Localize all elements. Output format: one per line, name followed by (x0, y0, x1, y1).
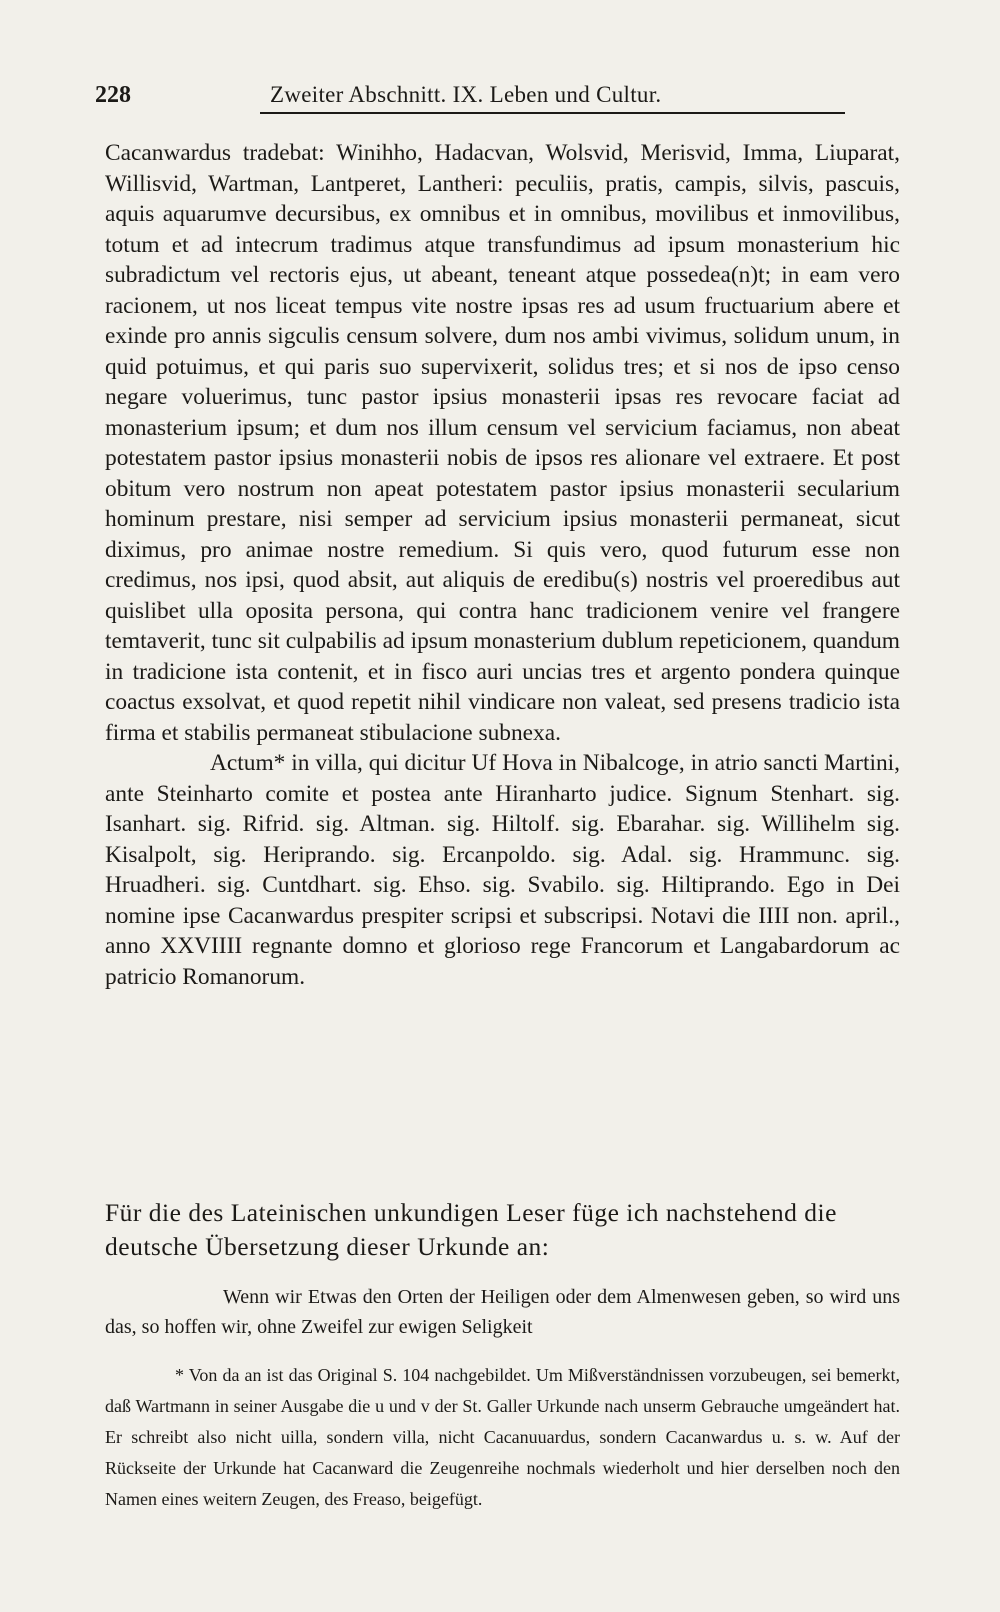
german-translation-start: Wenn wir Etwas den Orten der Heiligen oder dem Almenwesen geben, so wird uns das, so hoffen wir, ohne Zweifel zur ewigen Seligkeit (105, 1286, 900, 1338)
latin-charter-text (105, 138, 900, 992)
charter-paragraph: Cacanwardus tradebat: Winihho, Hadacvan, Wolsvid, Merisvid, Imma, Liuparat, Willisvid, Wartman, Lantperet, Lantheri: peculiis, pratis, campis, silvis, pascuis, aquis aquarumve decursibus, ex omnibus et in omnibus, movilibus et inmovilibus, totum et ad intecrum tradimus atque transfundimus ad ipsum monasterium hic subradictum vel rectoris ejus, ut abeant, teneant atque possedea(n)t; in eam vero racionem, ut nos liceat tempus vite nostre ipsas res ad usum fructuarium abere et exinde pro annis sigculis censum solvere, dum nos ambi vivimus, solidum unum, in quid potuimus, et qui paris suo supervixerit, solidus tres; et si nos de ipso censo negare voluerimus, tunc pastor ipsius monasterii ipsas res revocare faciat ad monasterium ipsum; et dum nos illum censum vel servicium faciamus, non abeat potestatem pastor ipsius monasterii nobis de ipsos res alionare vel extraere. Et post obitum vero nostrum non apeat potestatem pastor ipsius monasterii secularium hominum prestare, nisi semper ad servicium ipsius monasterii permaneat, sicut diximus, pro animae nostre remedium. Si quis vero, quod futurum esse non credimus, nos ipsi, quod absit, aut aliquis de eredibu(s) nostris vel proeredibus aut quislibet ulla oposita persona, qui contra hanc tradicionem venire vel frangere temtaverit, tunc sit culpabilis ad ipsum monasterium dublum repeticionem, quandum in tradicione ista contenit, et in fisco auri uncias tres et argento pondera quinque coactus exsolvat, et quod repetit nihil vindicare non valeat, sed presens tradicio ista firma et stabilis permaneat stibulacione subnexa. (105, 140, 900, 746)
running-title: Zweiter Abschnitt. IX. Leben und Cultur. (270, 82, 662, 107)
page-number: 228 (95, 82, 131, 108)
translation-introduction: Für die des Lateinischen unkundigen Leser füge ich nachstehend die deutsche Übersetzung dieser Urkunde an: (105, 1198, 837, 1261)
page-header (95, 74, 885, 112)
actum-paragraph: Actum* in villa, qui dicitur Uf Hova in Nibalcoge, in atrio sancti Martini, ante Steinharto comite et postea ante Hiranharto judice. Signum Stenhart. sig. Isanhart. sig. Rifrid. sig. Altman. sig. Hiltolf. sig. Ebarahar. sig. Willihelm sig. Kisalpolt, sig. Heriprando. sig. Ercanpoldo. sig. Adal. sig. Hrammunc. sig. Hruadheri. sig. Cuntdhart. sig. Ehso. sig. Svabilo. sig. Hiltiprando. Ego in Dei nomine ipse Cacanwardus prespiter scripsi et subscripsi. Notavi die IIII non. april., anno XXVIIII regnante domno et glorioso rege Francorum et Langabardorum ac patricio Romanorum. (105, 750, 900, 990)
footnote: * Von da an ist das Original S. 104 nachgebildet. Um Mißverständnissen vorzubeugen, sei bemerkt, daß Wartmann in seiner Ausgabe die u und v der St. Galler Urkunde nach unserm Gebrauche umgeändert hat. Er schreibt also nicht uilla, sondern villa, nicht Cacanuuardus, sondern Cacanwardus u. s. w. Auf der Rückseite der Urkunde hat Cacanward die Zeugenreihe nochmals wiederholt und hier derselben noch den Namen eines weitern Zeugen, des Freaso, beigefügt. (105, 1365, 900, 1509)
header-rule (260, 112, 845, 114)
